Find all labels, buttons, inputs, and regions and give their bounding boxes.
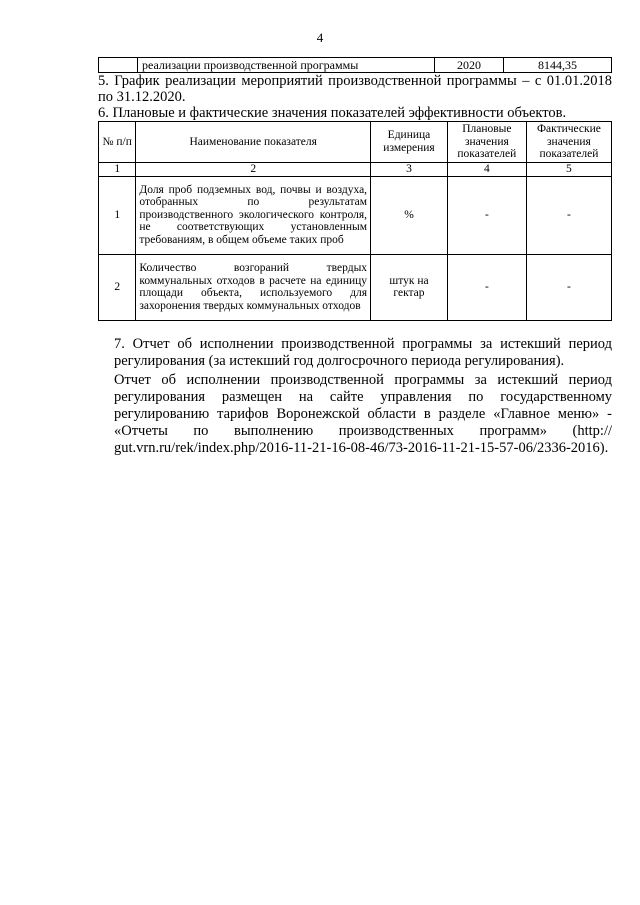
indicator-name: Количество возгораний твердых коммунальных отходов в расчете на единицу площади объекта, используемого для захоронения твердых коммунальных отходов [136,254,371,320]
row-year: 2020 [435,58,504,73]
col-number: 3 [371,162,448,176]
col-number: 4 [447,162,526,176]
indicator-unit: % [371,176,448,254]
table-header-row [99,122,612,163]
page-number: 4 [316,30,324,45]
empty-cell [99,58,138,73]
indicator-plan: - [447,254,526,320]
col-number: 2 [136,162,371,176]
row-amount: 8144,35 [504,58,612,73]
table-row [99,176,612,254]
header-number: № п/п [99,122,136,163]
col-number: 1 [99,162,136,176]
header-unit: Единица измерения [371,122,448,163]
section-5-heading: 5. График реализации мероприятий производственной программы – с 01.01.2018 по 31.12.2020. [98,73,612,105]
section-7-heading: 7. Отчет об исполнении производственной программы за истекший период регулирования (за истекший год долгосрочного периода регулирования). [114,336,612,369]
indicator-fact: - [526,176,611,254]
indicators-table [98,121,612,321]
column-numbers-row [99,162,612,176]
indicator-name: Доля проб подземных вод, почвы и воздуха, отобранных по результатам производственного экологического контроля, не соответствующих установленным требованиям, в общем объеме таких проб [136,176,371,254]
section-7-body: Отчет об исполнении производственной программы за истекший период регулирования размещен на сайте управления по государственному регулированию тарифов Воронежской области в разделе «Главное меню» - «Отчеты по выполнению производственных программ» (http:// gut.vrn.ru/rek/index.php/2016-11-21-16-08-46/73-2016-11-21-15-57-06/2336-2016). [114,372,612,456]
row-number: 2 [99,254,136,320]
row-number: 1 [99,176,136,254]
continued-table-row [98,57,612,73]
row-text: реализации производственной программы [138,58,435,73]
indicator-plan: - [447,176,526,254]
table-row [99,254,612,320]
header-fact: Фактические значения показателей [526,122,611,163]
col-number: 5 [526,162,611,176]
section-6-heading: 6. Плановые и фактические значения показателей эффективности объектов. [98,105,567,121]
indicator-fact: - [526,254,611,320]
header-plan: Плановые значения показателей [447,122,526,163]
header-name: Наименование показателя [136,122,371,163]
indicator-unit: штук на гектар [371,254,448,320]
